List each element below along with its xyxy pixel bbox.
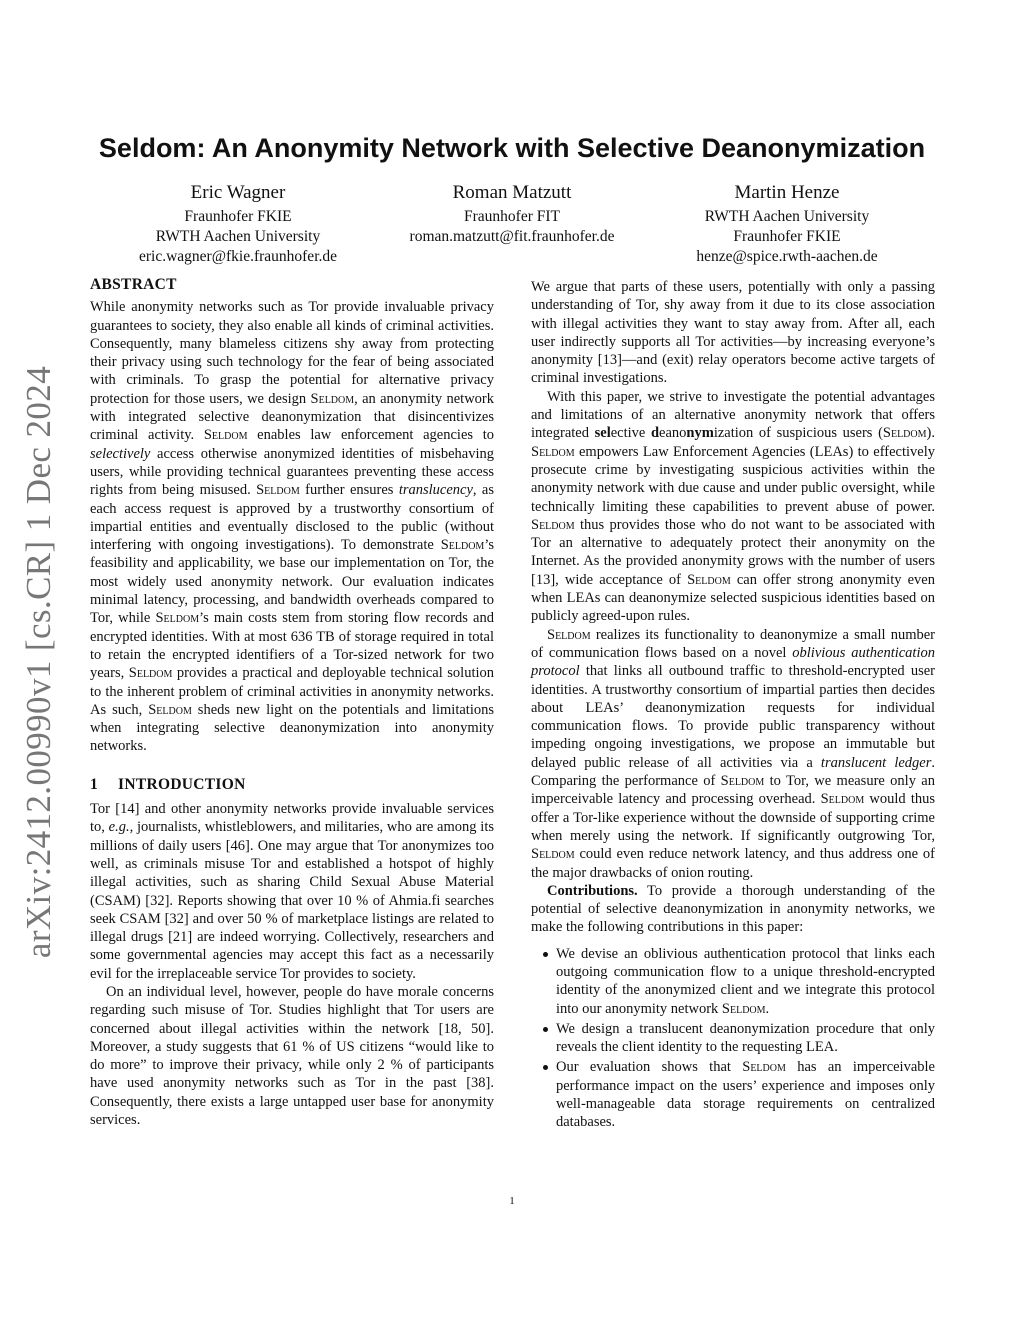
- left-column: [90, 276, 494, 1129]
- author-email: eric.wagner@fkie.fraunhofer.de: [138, 248, 338, 265]
- contribution-item: We design a translucent deanonymization procedure that only reveals the client identity to the requesting LEA.: [531, 1020, 935, 1057]
- author-affiliation: Fraunhofer FKIE: [733, 228, 841, 245]
- body-paragraph: With this paper, we strive to investigate the potential advantages and limitations of an alternative anonymity network that offers integrated selective deanonymization of suspicious users (Seldom). Seldom empowers Law Enforcement Agencies (LEAs) to effectively prosecute crime by investigating suspicious activities within the anonymity network with due cause and under public oversight, while technically limiting these capabilities to prevent abuse of power. Seldom thus provides those who do not want to be associated with Tor an alternative to adequately protect their anonymity on the Internet. As the provided anonymity grows with the number of users [13], wide acceptance of Seldom can offer strong anonymity even when LEAs can deanonymize selected suspicious identities based on publicly agreed-upon rules.: [531, 388, 935, 625]
- author-block-1: [98, 181, 378, 267]
- author-name: Roman Matzutt: [452, 182, 572, 203]
- arxiv-identifier: arXiv:2412.00990v1 [cs.CR] 1 Dec 2024: [19, 365, 58, 959]
- right-column: [531, 278, 935, 1134]
- author-name: Martin Henze: [734, 182, 840, 203]
- contribution-item: Our evaluation shows that Seldom has an imperceivable performance impact on the users’ experience and imposes only well-manageable data storage requirements on centralized databases.: [531, 1058, 935, 1131]
- contributions-list: [531, 945, 935, 1132]
- author-email: henze@spice.rwth-aachen.de: [696, 248, 878, 265]
- contributions-text: To provide a thorough understanding of the potential of selective deanonymization in anonymity networks, we make the following contributions in this paper:: [531, 882, 935, 936]
- intro-paragraph-2: On an individual level, however, people do have morale concerns regarding such misuse of Tor. Studies highlight that Tor users are concerned about illegal activities within the network [18, 50]. Moreover, a study suggests that 61 % of US citizens “would like to do more” to improve their privacy, while only 2 % of participants have used anonymity networks such as Tor in the past [38]. Consequently, there exists a large untapped user base for anonymity services.: [90, 983, 494, 1129]
- body-paragraph: Seldom realizes its functionality to deanonymize a small number of communication flows based on a novel oblivious authentication protocol that links all outbound traffic to threshold-encrypted user identities. A trustworthy consortium of impartial parties then decides about LEAs’ deanonymization requests for individual communication flows. To provide public transparency without impeding ongoing investigations, we propose an immutable but delayed public release of all activities via a translucent ledger. Comparing the performance of Seldom to Tor, we measure only an imperceivable latency and processing overhead. Seldom would thus offer a Tor-like experience without the downside of supporting crime when merely using the network. If significantly outgrowing Tor, Seldom could even reduce network latency, and thus address one of the major drawbacks of onion routing.: [531, 626, 935, 881]
- intro-paragraph-1: Tor [14] and other anonymity networks provide invaluable services to, e.g., journalists, whistleblowers, and militaries, who are among its millions of daily users [46]. One may argue that Tor anonymizes too well, as criminals misuse Tor and established a hotspot of highly illegal activities, such as sharing Child Sexual Abuse Material (CSAM) [32]. Reports showing that over 10 % of Ahmia.fi searches seek CSAM [32] and over 50 % of marketplace listings are related to illegal drugs [21] are indeed worrying. Collectively, researchers and some governmental agencies may accept this fact as a necessarily evil for the irreplaceable service Tor provides to society.: [90, 801, 494, 982]
- page-number: 1: [509, 1195, 515, 1207]
- author-affiliation: RWTH Aachen University: [704, 208, 870, 225]
- contributions-paragraph: [531, 882, 935, 937]
- section-title: INTRODUCTION: [118, 775, 246, 793]
- section-number: 1: [90, 775, 99, 793]
- abstract-heading: ABSTRACT: [90, 276, 177, 293]
- author-block-3: [647, 181, 927, 267]
- paper-title: Seldom: An Anonymity Network with Selective Deanonymization: [98, 133, 926, 163]
- author-affiliation: RWTH Aachen University: [155, 228, 321, 245]
- contribution-item: We devise an oblivious authentication protocol that links each outgoing communication flow to a unique threshold-encrypted identity of the anonymized client and we integrate this protocol into our anonymity network Seldom.: [531, 945, 935, 1018]
- author-email: roman.matzutt@fit.fraunhofer.de: [409, 228, 615, 245]
- contributions-label: Contributions.: [547, 882, 638, 899]
- arxiv-identifier-margin: [19, 362, 58, 962]
- author-name: Eric Wagner: [190, 182, 286, 203]
- body-paragraph: We argue that parts of these users, potentially with only a passing understanding of Tor, shy away from it due to its close association with illegal activities they want to stay away from. After all, each user indirectly supports all Tor activities—by increasing everyone’s anonymity [13]—and (exit) relay operators become active targets of criminal investigations.: [531, 279, 935, 387]
- author-affiliation: Fraunhofer FIT: [464, 208, 560, 225]
- section-heading-introduction: [90, 776, 494, 794]
- author-block-2: [372, 181, 652, 247]
- abstract-paragraph: While anonymity networks such as Tor provide invaluable privacy guarantees to society, they also enable all kinds of criminal activities. Consequently, many blameless citizens shy away from protecting their privacy using such technology for the fear of being associated with criminals. To grasp the potential for alternative privacy protection for those users, we design Seldom, an anonymity network with integrated selective deanonymization that disincentivizes criminal activity. Seldom enables law enforcement agencies to selectively access otherwise anonymized identities of misbehaving users, while providing technical guarantees preventing these access rights from being misused. Seldom further ensures translucency, as each access request is approved by a trustworthy consortium of impartial entities and eventually disclosed to the public (without interfering with ongoing investigations). To demonstrate Seldom’s feasibility and applicability, we base our implementation on Tor, the most widely used anonymity network. Our evaluation indicates minimal latency, processing, and bandwidth overheads compared to Tor, while Seldom’s main costs stem from storing flow records and encrypted identities. With at most 636 TB of storage required in total to retain the encrypted identifiers of a Tor-sized network for two years, Seldom provides a practical and deployable technical solution to the inherent problem of criminal activities in anonymity networks. As such, Seldom sheds new light on the potentials and limitations when integrating selective deanonymization into anonymity networks.: [90, 299, 495, 755]
- author-affiliation: Fraunhofer FKIE: [184, 208, 292, 225]
